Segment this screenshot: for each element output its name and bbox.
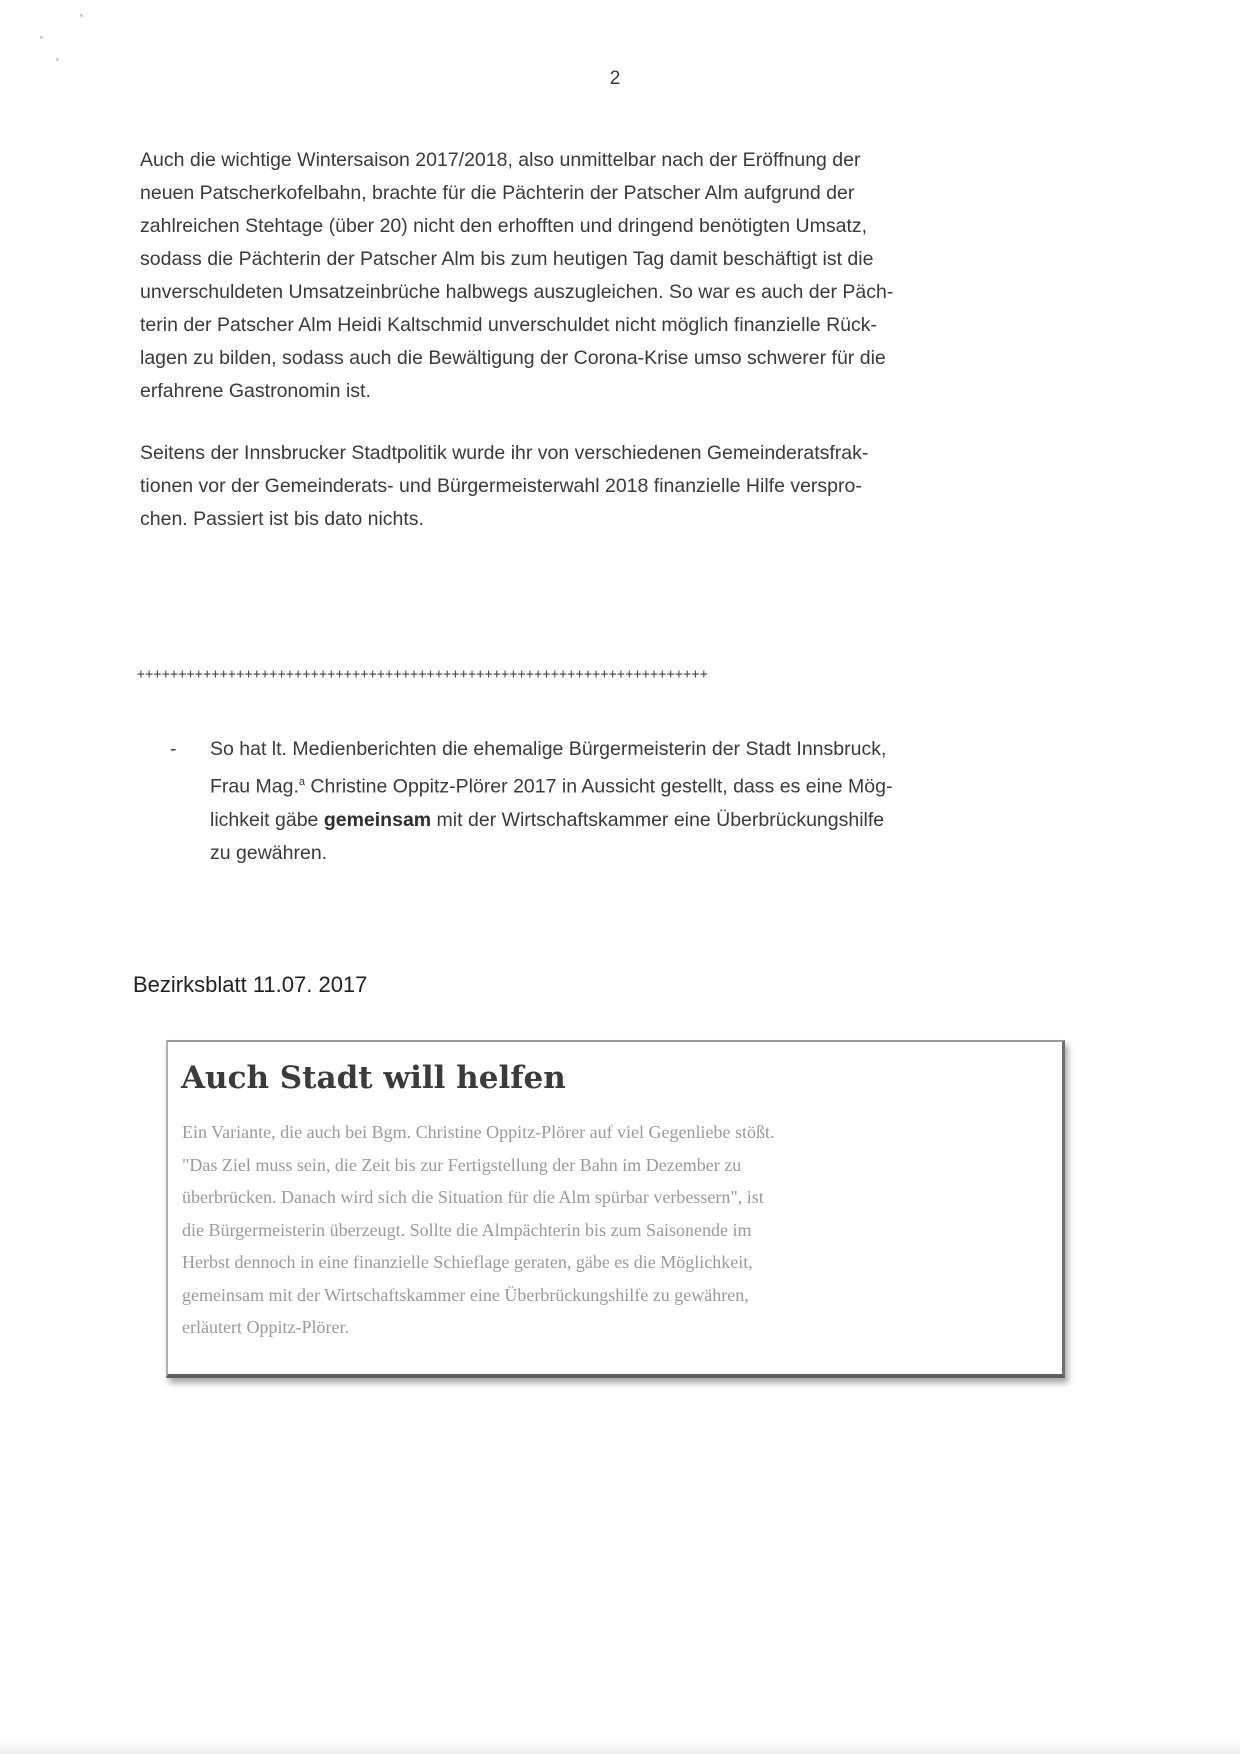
text-line: unverschuldeten Umsatzeinbrüche halbwegs auszugleichen. So war es auch der Päch-: [140, 281, 894, 303]
text-fragment: lichkeit gäbe: [210, 808, 324, 831]
clipping-body: [182, 1116, 1052, 1344]
clipping-title: Auch Stadt will helfen: [181, 1060, 566, 1096]
clipping-line: überbrücken. Danach wird sich die Situation für die Alm spürbar verbessern", ist: [182, 1187, 764, 1207]
text-line: Auch die wichtige Wintersaison 2017/2018, also unmittelbar nach der Eröffnung der: [140, 149, 861, 171]
text-line: neuen Patscherkofelbahn, brachte für die Pächterin der Patscher Alm aufgrund der: [140, 182, 855, 204]
source-caption: Bezirksblatt 11.07. 2017: [133, 972, 368, 997]
text-line: [210, 766, 1090, 804]
text-line: zu gewähren.: [210, 841, 328, 864]
text-line: So hat lt. Medienberichten die ehemalige Bürgermeisterin der Stadt Innsbruck,: [210, 738, 887, 760]
text-line: erfahrene Gastronomin ist.: [140, 380, 371, 402]
newspaper-clipping: [166, 1040, 1065, 1378]
text-line: Seitens der Innsbrucker Stadtpolitik wurde ihr von verschiedenen Gemeinderatsfrak-: [140, 442, 869, 464]
scan-speck: [40, 36, 43, 39]
clipping-line: Herbst dennoch in eine finanzielle Schieflage geraten, gäbe es die Möglichkeit,: [182, 1252, 753, 1272]
text-line: lagen zu bilden, sodass auch die Bewältigung der Corona-Krise umso schwerer für die: [140, 347, 886, 369]
bullet-dash: -: [170, 738, 177, 760]
text-fragment: Christine Oppitz-Plörer 2017 in Aussicht gestellt, dass es eine Mög-: [305, 775, 893, 798]
clipping-line: gemeinsam mit der Wirtschaftskammer eine Überbrückungshilfe zu gewähren,: [182, 1284, 749, 1305]
clipping-line: "Das Ziel muss sein, die Zeit bis zur Fertigstellung der Bahn im Dezember zu: [182, 1154, 742, 1175]
text-line: tionen vor der Gemeinderats- und Bürgermeisterwahl 2018 finanzielle Hilfe verspro-: [140, 475, 862, 497]
page-number: 2: [609, 68, 621, 89]
clipping-line: erläutert Oppitz-Plörer.: [182, 1317, 349, 1337]
text-line: sodass die Pächterin der Patscher Alm bis zum heutigen Tag damit beschäftigt ist die: [140, 248, 874, 270]
clipping-line: Ein Variante, die auch bei Bgm. Christine Oppitz-Plörer auf viel Gegenliebe stößt.: [182, 1122, 775, 1142]
text-line: terin der Patscher Alm Heidi Kaltschmid unverschuldet nicht möglich finanzielle Rück-: [140, 314, 877, 336]
bold-emphasis: gemeinsam: [323, 808, 432, 831]
plus-separator: +++++++++++++++++++++++++++++++++++++++++++++++++++++++++++++++++++++: [137, 667, 709, 682]
text-fragment: Frau Mag.: [210, 775, 299, 798]
text-line: chen. Passiert ist bis dato nichts.: [140, 508, 424, 530]
text-line: [210, 804, 1090, 837]
clipping-line: die Bürgermeisterin überzeugt. Sollte die Almpächterin bis zum Saisonende im: [182, 1219, 752, 1240]
text-line: zahlreichen Stehtage (über 20) nicht den erhofften und dringend benötigten Umsatz,: [140, 215, 868, 237]
scan-speck: [80, 14, 83, 17]
text-fragment: mit der Wirtschaftskammer eine Überbrückungshilfe: [431, 808, 885, 831]
paragraph-city-politics: [140, 437, 1085, 536]
superscript: a: [298, 776, 305, 788]
scan-speck: [56, 58, 59, 61]
paragraph-winter-season: [140, 144, 1085, 408]
scan-bottom-edge: [0, 1738, 1240, 1754]
bullet-text: [210, 733, 1090, 870]
